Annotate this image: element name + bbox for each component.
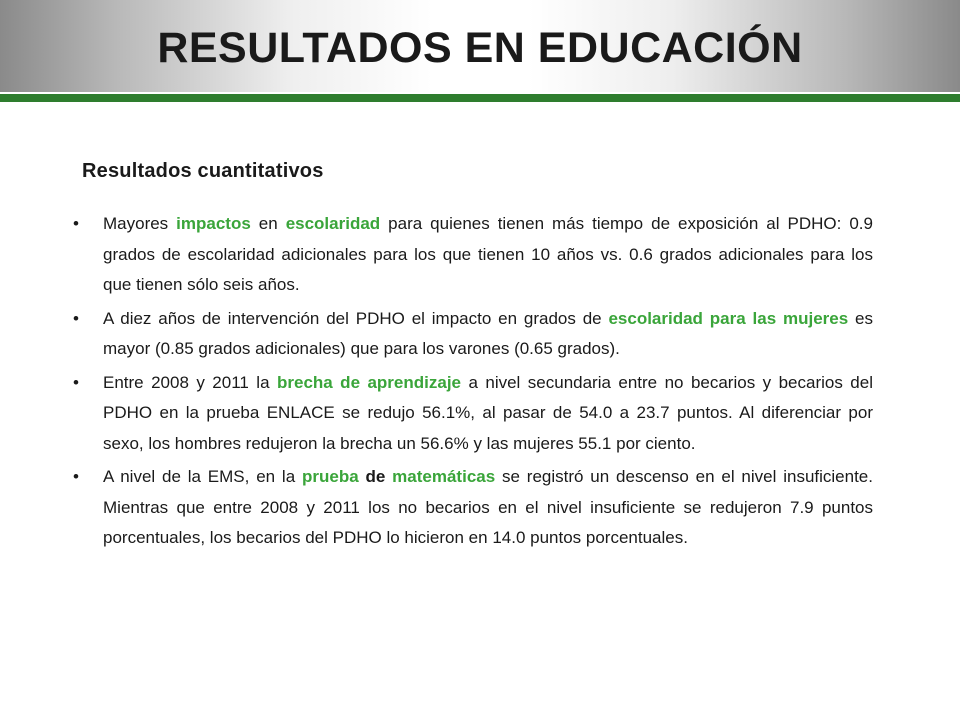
bullet-item <box>73 368 873 460</box>
text-segment: Entre 2008 y 2011 la <box>103 372 277 392</box>
bullet-marker: • <box>73 214 79 233</box>
text-segment: en <box>250 214 286 233</box>
bullet-text <box>103 373 873 453</box>
highlighted-term: impactos <box>176 214 251 233</box>
bullet-text <box>103 309 873 359</box>
bullet-list <box>73 209 873 557</box>
text-segment: A diez años de intervención del PDHO el impacto en grados de <box>103 308 609 328</box>
bullet-item <box>73 209 873 301</box>
text-segment: a nivel secundaria entre no becarios y becarios del PDHO en la prueba ENLACE se redujo 56.1%, al pasar de 54.0 a 23.7 puntos. Al diferenciar por sexo, los hombres redujeron la brecha un 56.6% y las mujeres 55.1 por ciento. <box>103 372 873 453</box>
bullet-item <box>73 462 873 554</box>
highlighted-term: matemáticas <box>392 467 496 486</box>
title-divider <box>0 94 960 102</box>
text-segment <box>359 467 366 486</box>
bullet-marker: • <box>73 372 79 392</box>
highlighted-term: escolaridad para las mujeres <box>608 308 849 328</box>
highlighted-term: prueba <box>301 467 359 486</box>
bullet-marker: • <box>73 308 79 328</box>
bullet-text <box>103 467 873 547</box>
slide-title: RESULTADOS EN EDUCACIÓN <box>157 24 803 72</box>
bullet-item <box>73 304 873 365</box>
bullet-text <box>103 214 873 294</box>
bold-term: de <box>365 467 386 486</box>
highlighted-term: brecha de aprendizaje <box>276 372 462 392</box>
bullet-marker: • <box>73 467 79 486</box>
text-segment: se registró un descenso en el nivel insuficiente. Mientras que entre 2008 y 2011 los no becarios en el nivel insuficiente se redujeron 7.9 puntos porcentuales, los becarios del PDHO lo hicieron en 14.0 puntos porcentuales. <box>103 467 873 547</box>
section-heading: Resultados cuantitativos <box>82 160 324 182</box>
highlighted-term: escolaridad <box>285 214 381 233</box>
text-segment: es mayor (0.85 grados adicionales) que para los varones (0.65 grados). <box>103 308 873 358</box>
text-segment: para quienes tienen más tiempo de exposición al PDHO: 0.9 grados de escolaridad adicionales para los que tienen 10 años vs. 0.6 grados adicionales para los que tienen sólo seis años. <box>103 214 873 294</box>
text-segment: A nivel de la EMS, en la <box>103 467 302 486</box>
text-segment: Mayores <box>103 214 177 233</box>
